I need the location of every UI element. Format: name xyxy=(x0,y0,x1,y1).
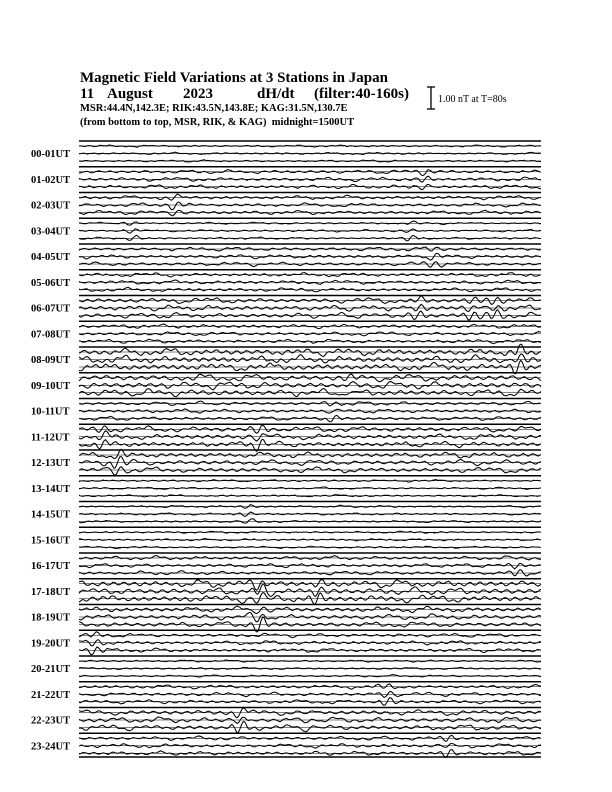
trace-msr xyxy=(79,262,541,267)
row-label: 17-18UT xyxy=(31,586,71,598)
trace-kag xyxy=(79,247,541,251)
trace-rik xyxy=(79,584,541,596)
trace-kag xyxy=(79,194,541,200)
trace-kag xyxy=(79,145,541,147)
hour-row xyxy=(31,373,541,397)
row-label: 18-19UT xyxy=(31,612,71,624)
trace-kag xyxy=(79,170,541,176)
row-label: 09-10UT xyxy=(31,380,71,392)
hour-row xyxy=(31,344,541,374)
trace-rik xyxy=(79,409,541,413)
hour-row xyxy=(31,218,541,241)
hour-row xyxy=(31,682,541,706)
scale-label: 1.00 nT at T=80s xyxy=(438,94,507,105)
trace-kag xyxy=(79,660,541,662)
hour-row xyxy=(31,167,541,190)
row-label: 05-06UT xyxy=(31,277,71,289)
hour-row xyxy=(31,399,541,422)
trace-rik xyxy=(79,612,541,622)
trace-kag xyxy=(79,606,541,613)
hour-row xyxy=(31,502,541,524)
hour-row xyxy=(31,296,541,321)
row-label: 03-04UT xyxy=(31,226,71,238)
hour-row xyxy=(31,579,541,605)
filter-label: (filter:40-160s) xyxy=(314,86,409,102)
trace-rik xyxy=(79,253,541,260)
trace-msr xyxy=(79,675,541,677)
trace-msr xyxy=(79,210,541,215)
date-year: 2023 xyxy=(183,86,213,102)
row-label: 10-11UT xyxy=(31,406,70,418)
row-label: 13-14UT xyxy=(31,483,71,495)
hour-row xyxy=(31,244,541,267)
hour-row xyxy=(31,449,541,475)
trace-msr xyxy=(79,160,541,162)
row-label: 21-22UT xyxy=(31,689,71,701)
trace-msr xyxy=(79,415,541,421)
hour-row xyxy=(31,141,541,162)
midnight-note: midnight=1500UT xyxy=(271,117,355,128)
row-label: 15-16UT xyxy=(31,535,71,547)
row-label: 23-24UT xyxy=(31,741,71,753)
hour-row xyxy=(31,708,541,733)
chart-title: Magnetic Field Variations at 3 Stations in Japan xyxy=(80,70,388,86)
row-label: 07-08UT xyxy=(31,329,71,341)
trace-kag xyxy=(79,531,541,533)
row-label: 22-23UT xyxy=(31,715,71,727)
hour-row xyxy=(31,193,541,216)
trace-rik xyxy=(79,667,541,669)
row-label: 08-09UT xyxy=(31,355,71,366)
row-label: 16-17UT xyxy=(31,561,71,572)
hour-row xyxy=(31,733,541,757)
trace-kag xyxy=(79,632,541,638)
hour-rows xyxy=(31,141,541,757)
hour-row xyxy=(31,630,541,654)
hour-row xyxy=(31,553,541,576)
trace-kag xyxy=(79,580,541,591)
trace-msr xyxy=(79,647,541,655)
trace-rik xyxy=(79,512,541,516)
trace-msr xyxy=(79,519,541,523)
row-label: 11-12UT xyxy=(31,432,70,444)
station-coordinates: MSR:44.4N,142.3E; RIK:43.5N,143.8E; KAG:31.5N,130.7E xyxy=(80,103,348,114)
trace-msr xyxy=(79,570,541,576)
hour-row xyxy=(31,605,541,632)
trace-kag xyxy=(79,344,541,356)
date-day: 11 xyxy=(80,86,95,102)
row-label: 12-13UT xyxy=(31,458,71,469)
row-label: 19-20UT xyxy=(31,638,71,650)
trace-msr xyxy=(79,467,541,475)
trace-rik xyxy=(79,431,541,441)
hour-row xyxy=(31,321,541,343)
hour-row xyxy=(31,527,541,548)
trace-rik xyxy=(79,202,541,210)
hour-row xyxy=(31,424,541,451)
row-label: 00-01UT xyxy=(31,149,71,160)
hour-row xyxy=(31,270,541,292)
trace-rik xyxy=(79,538,541,540)
trace-msr xyxy=(79,721,541,732)
date-month: August xyxy=(107,86,153,102)
trace-kag xyxy=(79,296,541,305)
trace-rik xyxy=(79,563,541,569)
trace-kag xyxy=(79,505,541,509)
row-label: 14-15UT xyxy=(31,509,71,521)
trace-kag xyxy=(79,480,541,483)
hour-row xyxy=(31,656,541,677)
row-label: 20-21UT xyxy=(31,664,71,675)
hour-row xyxy=(31,476,541,497)
trace-rik xyxy=(79,354,541,363)
trace-msr xyxy=(79,310,541,320)
trace-kag xyxy=(79,221,541,225)
row-label: 02-03UT xyxy=(31,200,71,212)
trace-msr xyxy=(79,287,541,292)
row-label: 01-02UT xyxy=(31,174,71,186)
order-note: (from bottom to top, MSR, RIK, & KAG) xyxy=(80,117,267,128)
row-label: 06-07UT xyxy=(31,303,71,315)
quantity-label: dH/dt xyxy=(257,86,295,102)
row-label: 04-05UT xyxy=(31,252,71,263)
